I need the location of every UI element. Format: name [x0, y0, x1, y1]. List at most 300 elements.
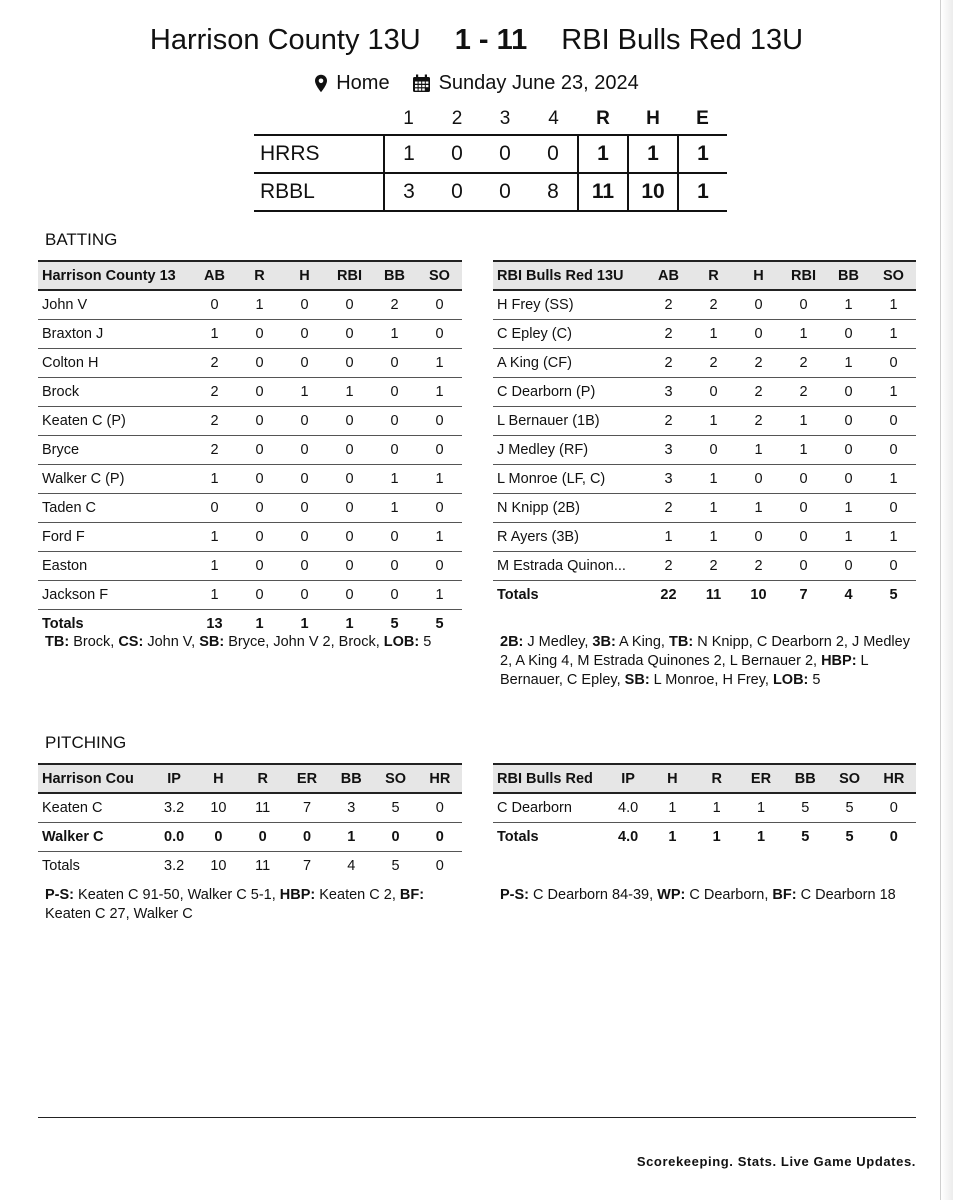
inning-score: 8 — [547, 180, 559, 203]
player-name: Walker C — [42, 829, 104, 845]
stat-cell: 2 — [799, 384, 808, 400]
stat-cell: 0 — [435, 297, 444, 313]
calendar-icon — [412, 74, 431, 93]
inning-header: 2 — [451, 108, 463, 129]
stat-cell: 0 — [889, 500, 898, 516]
stat-cell: 0 — [345, 297, 354, 313]
stat-cell: 0 — [210, 297, 219, 313]
player-name: Colton H — [42, 355, 99, 371]
stat-cell: 1 — [712, 800, 721, 816]
stat-cell: 5 — [845, 829, 854, 845]
stat-cell: 1 — [668, 829, 677, 845]
note-text: Keaten C 2, — [315, 887, 400, 903]
stat-cell: 4.0 — [618, 800, 639, 816]
stat-cell: 0 — [258, 829, 267, 845]
column-header: SO — [385, 770, 407, 787]
stat-cell: 1 — [345, 616, 354, 632]
team-abbr: HRRS — [260, 142, 320, 165]
column-header: R — [708, 267, 719, 284]
inning-score: 0 — [499, 142, 511, 165]
note-label: P-S: — [45, 887, 74, 903]
stat-cell: 2 — [664, 355, 673, 371]
stat-cell: 0 — [300, 413, 309, 429]
stat-cell: 7 — [799, 587, 808, 603]
game-info — [0, 70, 953, 96]
column-header: H — [753, 267, 764, 284]
stat-cell: 0 — [255, 500, 264, 516]
player-name: H Frey (SS) — [497, 297, 574, 313]
player-name: R Ayers (3B) — [497, 529, 579, 545]
column-header: HR — [429, 770, 451, 787]
pitching-section-title: PITCHING — [45, 733, 127, 752]
totals-label: Totals — [497, 829, 539, 845]
totals-label: Totals — [42, 616, 84, 632]
stat-cell: 7 — [302, 858, 312, 874]
stat-cell: 1 — [889, 297, 898, 313]
stat-cell: 0 — [390, 587, 399, 603]
hits-header: H — [646, 108, 660, 129]
stat-cell: 1 — [709, 413, 718, 429]
stat-cell: 0 — [255, 326, 264, 342]
stat-cell: 0 — [345, 529, 354, 545]
game-date: Sunday June 23, 2024 — [438, 71, 639, 94]
stat-cell: 0 — [390, 529, 399, 545]
note-label: LOB: — [383, 634, 420, 650]
column-header: BB — [384, 267, 405, 284]
line-score-row — [254, 173, 727, 211]
note-text: John V, — [143, 634, 200, 650]
totals-row — [493, 823, 916, 852]
stat-cell: 0 — [889, 800, 898, 816]
stat-cell: 3 — [664, 471, 673, 487]
stat-cell: 1 — [799, 413, 808, 429]
stat-cell: 2 — [754, 558, 763, 574]
column-header: ER — [750, 770, 772, 787]
stat-cell: 0 — [210, 500, 219, 516]
stat-cell: 4 — [844, 587, 853, 603]
stat-cell: 0 — [844, 471, 853, 487]
batting-table-away — [493, 260, 916, 609]
stat-cell: 0 — [435, 500, 444, 516]
table-row — [38, 793, 462, 823]
stat-cell: 0 — [390, 384, 399, 400]
column-header: AB — [204, 267, 225, 284]
stat-cell: 1 — [712, 829, 721, 845]
totals-row — [493, 581, 916, 610]
stat-cell: 0 — [345, 326, 354, 342]
stat-cell: 0 — [391, 829, 400, 845]
column-header: R — [711, 770, 722, 787]
stat-cell: 1 — [756, 829, 766, 845]
table-row — [38, 290, 462, 320]
inning-score: 3 — [384, 173, 433, 211]
column-header: H — [667, 770, 678, 787]
stat-cell: 1 — [754, 442, 763, 458]
stat-cell: 5 — [391, 800, 400, 816]
stat-cell: 1 — [347, 829, 356, 845]
stat-cell: 11 — [705, 587, 722, 603]
batting-header-row — [38, 261, 462, 290]
footer-divider — [38, 1117, 916, 1118]
game-location: Home — [336, 71, 390, 94]
note-label: HBP: — [821, 653, 857, 669]
stat-cell: 1 — [668, 800, 677, 816]
stat-cell: 1 — [709, 326, 718, 342]
stat-cell: 0 — [255, 355, 264, 371]
stat-cell: 0 — [300, 326, 309, 342]
stat-cell: 2 — [754, 355, 763, 371]
column-header: BB — [838, 267, 859, 284]
stat-cell: 1 — [255, 616, 264, 632]
stat-cell: 0 — [345, 587, 354, 603]
stat-cell: 0 — [435, 829, 444, 845]
table-row — [493, 320, 916, 349]
table-row — [38, 378, 462, 407]
stat-cell: 0 — [255, 471, 264, 487]
stat-cell: 0 — [799, 558, 808, 574]
batting-header-row — [493, 261, 916, 290]
player-name: Brock — [42, 384, 80, 400]
stat-cell: 0 — [300, 471, 309, 487]
table-row — [493, 290, 916, 320]
note-label: TB: — [669, 634, 694, 650]
stat-cell: 0 — [300, 500, 309, 516]
stat-cell: 0 — [889, 829, 898, 845]
table-row — [38, 320, 462, 349]
stat-cell: 0 — [345, 413, 354, 429]
stat-cell: 0 — [345, 471, 354, 487]
column-header: IP — [167, 770, 181, 787]
column-header: BB — [794, 770, 816, 787]
table-row — [493, 407, 916, 436]
stat-cell: 1 — [210, 587, 219, 603]
stat-cell: 1 — [390, 326, 399, 342]
stat-cell: 3 — [664, 384, 673, 400]
stat-cell: 2 — [210, 384, 219, 400]
stat-cell: 0 — [302, 829, 312, 845]
away-team-name: RBI Bulls Red 13U — [561, 24, 804, 56]
stat-cell: 1 — [889, 384, 898, 400]
stat-cell: 2 — [664, 326, 673, 342]
note-text: 5 — [808, 672, 821, 688]
stat-cell: 0 — [345, 442, 354, 458]
stat-cell: 0 — [214, 829, 223, 845]
player-name: J Medley (RF) — [497, 442, 589, 458]
note-label: 3B: — [592, 634, 616, 650]
stat-cell: 1 — [844, 355, 853, 371]
stat-cell: 1 — [844, 529, 853, 545]
player-name: Keaten C (P) — [42, 413, 126, 429]
inning-score: 0 — [499, 180, 511, 203]
player-name: L Bernauer (1B) — [497, 413, 600, 429]
stat-cell: 5 — [801, 800, 810, 816]
stat-cell: 2 — [210, 413, 219, 429]
hits-total: 10 — [628, 173, 678, 211]
totals-label: Totals — [497, 587, 539, 603]
line-score-row — [254, 135, 727, 173]
stat-cell: 1 — [709, 529, 718, 545]
table-row — [493, 494, 916, 523]
table-row — [38, 523, 462, 552]
stat-cell: 0 — [300, 529, 309, 545]
team-column-header: RBI Bulls Red 13U — [497, 267, 624, 284]
stat-cell: 7 — [302, 800, 312, 816]
column-header: H — [213, 770, 224, 787]
stat-cell: 2 — [664, 413, 673, 429]
stat-cell: 2 — [754, 384, 763, 400]
stat-cell: 1 — [664, 529, 673, 545]
note-label: 2B: — [500, 634, 524, 650]
stat-cell: 2 — [210, 442, 219, 458]
pitching-header-row — [493, 764, 916, 793]
pitching-notes-home — [45, 886, 450, 924]
table-row — [493, 793, 916, 823]
stat-cell: 1 — [390, 500, 399, 516]
player-name: A King (CF) — [497, 355, 572, 371]
stat-cell: 3.2 — [164, 858, 185, 874]
stat-cell: 1 — [435, 587, 444, 603]
note-text: Keaten C 91-50, Walker C 5-1, — [74, 887, 280, 903]
stat-cell: 0 — [844, 413, 853, 429]
stat-cell: 2 — [664, 500, 673, 516]
stat-cell: 1 — [844, 500, 853, 516]
stat-cell: 2 — [754, 413, 763, 429]
stat-cell: 1 — [756, 800, 766, 816]
note-label: CS: — [118, 634, 144, 650]
table-row — [38, 494, 462, 523]
pitching-table-home — [38, 763, 462, 880]
stat-cell: 1 — [390, 471, 399, 487]
stat-cell: 4.0 — [618, 829, 639, 845]
stat-cell: 2 — [390, 297, 399, 313]
player-name: Taden C — [42, 500, 97, 516]
column-header: SO — [839, 770, 861, 787]
home-team-name: Harrison County 13U — [149, 24, 421, 56]
note-label: LOB: — [772, 672, 809, 688]
column-header: ER — [296, 770, 318, 787]
stat-cell: 0 — [709, 384, 718, 400]
stat-cell: 0 — [390, 355, 399, 371]
stat-cell: 1 — [210, 471, 219, 487]
hits-total: 1 — [628, 135, 678, 173]
stat-cell: 0 — [754, 326, 763, 342]
stat-cell: 1 — [435, 355, 444, 371]
stat-cell: 0 — [799, 500, 808, 516]
team-column-header: RBI Bulls Red — [497, 770, 593, 787]
stat-cell: 1 — [889, 326, 898, 342]
stat-cell: 1 — [435, 471, 444, 487]
stat-cell: 1 — [210, 558, 219, 574]
errors-total: 1 — [678, 173, 727, 211]
note-text: L Monroe, H Frey, — [649, 672, 773, 688]
stat-cell: 0 — [799, 529, 808, 545]
inning-score: 0 — [547, 142, 559, 165]
stat-cell: 3.2 — [164, 800, 185, 816]
note-text: Bryce, John V 2, Brock, — [224, 634, 384, 650]
stat-cell: 0 — [435, 558, 444, 574]
errors-total: 1 — [678, 135, 727, 173]
stat-cell: 0 — [844, 326, 853, 342]
note-text: A King, — [615, 634, 669, 650]
stat-cell: 2 — [709, 355, 718, 371]
note-label: TB: — [45, 634, 70, 650]
stat-cell: 1 — [889, 529, 898, 545]
stat-cell: 1 — [435, 384, 444, 400]
stat-cell: 5 — [391, 858, 400, 874]
runs-total: 1 — [578, 135, 628, 173]
stat-cell: 1 — [709, 500, 718, 516]
table-row — [493, 552, 916, 581]
stat-cell: 11 — [255, 800, 271, 816]
stat-cell: 0 — [300, 442, 309, 458]
stat-cell: 5 — [435, 616, 444, 632]
stat-cell: 1 — [300, 384, 309, 400]
team-column-header: Harrison Cou — [42, 770, 134, 787]
column-header: RBI — [791, 267, 816, 284]
player-name: Walker C (P) — [42, 471, 125, 487]
player-name: Ford F — [42, 529, 85, 545]
stat-cell: 22 — [660, 587, 677, 603]
stat-cell: 0 — [844, 384, 853, 400]
stat-cell: 1 — [300, 616, 309, 632]
player-name: Braxton J — [42, 326, 104, 342]
table-row — [493, 523, 916, 552]
column-header: AB — [658, 267, 679, 284]
inning-header: 4 — [548, 108, 559, 129]
table-row — [38, 349, 462, 378]
player-name: L Monroe (LF, C) — [497, 471, 606, 487]
note-label: BF: — [772, 887, 797, 903]
note-label: SB: — [624, 672, 650, 688]
note-text: N Knipp, C Dearborn 2, J Medley 2, A King 4, M Estrada Quinones 2, L Bernauer 2, — [500, 634, 910, 669]
stat-cell: 13 — [206, 616, 223, 632]
player-name: Easton — [42, 558, 88, 574]
stat-cell: 1 — [345, 384, 354, 400]
stat-cell: 10 — [750, 587, 767, 603]
stat-cell: 0 — [300, 297, 309, 313]
errors-header: E — [696, 108, 709, 129]
inning-header: 3 — [499, 108, 511, 129]
line-score-table — [254, 104, 727, 212]
stat-cell: 0 — [345, 558, 354, 574]
stat-cell: 1 — [255, 297, 264, 313]
note-text: Keaten C 27, Walker C — [45, 906, 193, 922]
stat-cell: 0 — [300, 558, 309, 574]
team-column-header: Harrison County 13 — [42, 267, 176, 284]
note-label: SB: — [199, 634, 225, 650]
totals-row — [38, 852, 462, 881]
note-text: L Bernauer, C Epley, — [500, 653, 869, 688]
stat-cell: 5 — [390, 616, 399, 632]
stat-cell: 1 — [889, 471, 898, 487]
player-name: N Knipp (2B) — [497, 500, 581, 516]
stat-cell: 10 — [210, 858, 227, 874]
stat-cell: 0 — [754, 297, 763, 313]
player-name: M Estrada Quinon... — [497, 558, 626, 574]
table-row — [493, 378, 916, 407]
note-text: C Dearborn 84-39, — [529, 887, 658, 903]
stat-cell: 0 — [889, 442, 898, 458]
stat-cell: 1 — [709, 471, 718, 487]
stat-cell: 1 — [844, 297, 853, 313]
column-header: IP — [621, 770, 635, 787]
column-header: SO — [429, 267, 450, 284]
stat-cell: 0 — [390, 558, 399, 574]
stat-cell: 3 — [664, 442, 673, 458]
stat-cell: 0 — [435, 413, 444, 429]
stat-cell: 2 — [709, 558, 718, 574]
totals-label: Totals — [42, 858, 80, 874]
stat-cell: 2 — [709, 297, 718, 313]
note-text: C Dearborn, — [685, 887, 773, 903]
player-name: Jackson F — [42, 587, 109, 603]
stat-cell: 1 — [210, 326, 219, 342]
stat-cell: 0 — [300, 355, 309, 371]
stat-cell: 0 — [435, 858, 444, 874]
stat-cell: 3 — [347, 800, 356, 816]
final-score: 1 - 11 — [454, 24, 528, 56]
column-header: BB — [340, 770, 362, 787]
stat-cell: 0 — [255, 384, 264, 400]
column-header: R — [254, 267, 265, 284]
stat-cell: 0 — [799, 297, 808, 313]
stat-cell: 0 — [889, 355, 898, 371]
stat-cell: 2 — [664, 558, 673, 574]
stat-cell: 0 — [255, 442, 264, 458]
inning-header: 1 — [403, 108, 414, 129]
footer-tagline: Scorekeeping. Stats. Live Game Updates. — [636, 1154, 916, 1169]
batting-section-title: BATTING — [45, 230, 118, 249]
table-row — [493, 349, 916, 378]
stat-cell: 0 — [255, 529, 264, 545]
stat-cell: 0 — [435, 800, 444, 816]
pitching-header-row — [38, 764, 462, 793]
map-pin-icon — [314, 74, 328, 93]
table-row — [38, 436, 462, 465]
batting-table-home — [38, 260, 462, 638]
stat-cell: 1 — [799, 442, 808, 458]
note-text: Brock, — [69, 634, 119, 650]
note-label: WP: — [657, 887, 686, 903]
inning-score: 0 — [451, 180, 463, 203]
page-edge — [940, 0, 953, 1200]
stat-cell: 0 — [844, 442, 853, 458]
table-row — [38, 823, 462, 852]
column-header: R — [257, 770, 268, 787]
player-name: Keaten C — [42, 800, 103, 816]
stat-cell: 2 — [664, 297, 673, 313]
game-title — [0, 24, 953, 64]
player-name: C Dearborn (P) — [497, 384, 596, 400]
stat-cell: 0 — [844, 558, 853, 574]
note-label: HBP: — [279, 887, 316, 903]
stat-cell: 0 — [255, 413, 264, 429]
stat-cell: 11 — [255, 858, 271, 874]
stat-cell: 2 — [799, 355, 808, 371]
stat-cell: 0.0 — [164, 829, 185, 845]
stat-cell: 5 — [801, 829, 810, 845]
player-name: John V — [42, 297, 88, 313]
stat-cell: 0 — [889, 413, 898, 429]
inning-score: 0 — [451, 142, 463, 165]
table-row — [38, 552, 462, 581]
column-header: HR — [883, 770, 905, 787]
player-name: Bryce — [42, 442, 80, 458]
player-name: C Dearborn — [497, 800, 572, 816]
runs-total: 11 — [578, 173, 628, 211]
table-row — [38, 465, 462, 494]
note-text: J Medley, — [523, 634, 593, 650]
